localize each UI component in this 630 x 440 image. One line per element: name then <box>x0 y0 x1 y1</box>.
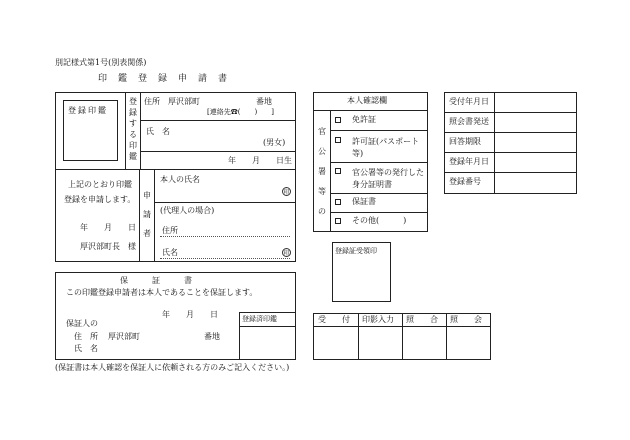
address-town: 厚沢部町 <box>168 97 200 106</box>
admin-row-inquiry-sent: 照会書発送 <box>449 117 489 126</box>
address-label: 住所 <box>144 97 160 106</box>
birth-month: 月 <box>252 156 260 165</box>
checkbox-permit[interactable] <box>335 137 341 143</box>
checkbox-license[interactable] <box>335 117 341 123</box>
request-date: 年 月 日 <box>80 223 136 232</box>
identity-item-guarantee: 保証書 <box>352 197 376 206</box>
guarantee-date: 年 月 日 <box>162 310 218 319</box>
identity-item-official-id: 官公署等の発行した身分証明書 <box>352 168 424 189</box>
process-header-impression-input: 印影入力 <box>362 315 394 324</box>
proxy-address-label: 住所 <box>162 226 178 235</box>
proxy-seal-mark-icon: 印 <box>283 250 290 257</box>
identity-side-vertical-label: 官公署等の <box>318 127 326 216</box>
birth-day: 日生 <box>276 156 292 165</box>
identity-item-other: その他( ) <box>352 216 407 225</box>
contact-phone: [連絡先☎( ) ] <box>207 108 274 116</box>
checkbox-official-id[interactable] <box>335 168 341 174</box>
form-reference: 別記様式第1号(別表関係) <box>55 58 147 67</box>
guarantor-banchi: 番地 <box>204 332 220 341</box>
seal-mark-icon: 印 <box>283 189 290 196</box>
registrant-vertical-label: 登録する印鑑 <box>129 97 137 161</box>
form-title: 印 鑑 登 録 申 請 書 <box>98 74 229 84</box>
checkbox-other[interactable] <box>335 218 341 224</box>
footnote: (保証書は本人確認を保証人に依頼される方のみご記入ください。) <box>55 363 290 372</box>
request-line-1: 上記のとおり印鑑 <box>68 180 132 189</box>
identity-item-license: 免許証 <box>352 115 376 124</box>
process-header-inquiry: 照 会 <box>450 315 482 324</box>
guarantor-address-label: 住 所 <box>74 332 98 341</box>
guarantee-title: 保 証 書 <box>120 276 192 285</box>
admin-row-registered-date: 登録年月日 <box>449 157 489 166</box>
seal-box-label: 登録印鑑 <box>68 106 108 115</box>
name-label: 氏 名 <box>146 127 170 136</box>
guarantee-statement: この印鑑登録申請者は本人であることを保証します。 <box>66 288 258 297</box>
proxy-name-label: 氏名 <box>162 248 178 257</box>
addressee: 厚沢部町長 様 <box>80 242 136 251</box>
proxy-label: (代理人の場合) <box>160 206 215 215</box>
admin-row-registration-number: 登録番号 <box>449 177 481 186</box>
applicant-vertical-label: 申請者 <box>143 191 151 238</box>
checkbox-guarantee[interactable] <box>335 199 341 205</box>
identity-item-permit: 許可証(パスポート等) <box>352 137 420 158</box>
process-header-verification: 照 合 <box>406 315 438 324</box>
process-header-reception: 受 付 <box>318 315 350 324</box>
address-banchi: 番地 <box>256 97 272 106</box>
birth-year: 年 <box>228 156 236 165</box>
guarantor-town: 厚沢部町 <box>108 332 140 341</box>
receipt-seal-label: 登録証受領印 <box>335 247 377 255</box>
admin-row-answer-deadline: 回答期限 <box>449 137 481 146</box>
identity-title: 本人確認欄 <box>347 96 387 105</box>
self-name-label: 本人の氏名 <box>160 175 200 184</box>
guarantor-name-label: 氏 名 <box>74 344 98 353</box>
registered-seal-label: 登録済印鑑 <box>242 315 277 323</box>
admin-row-received-date: 受付年月日 <box>449 97 489 106</box>
guarantor-label: 保証人の <box>66 319 98 328</box>
gender-choice[interactable]: (男女) <box>263 138 286 147</box>
request-line-2: 登録を申請します。 <box>64 195 136 204</box>
